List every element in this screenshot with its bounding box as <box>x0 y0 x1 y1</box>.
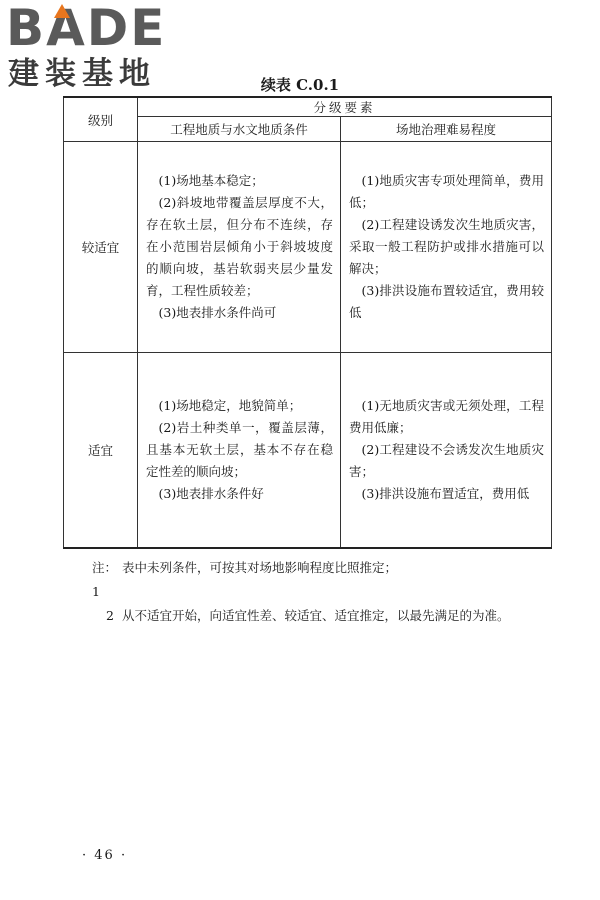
table-notes <box>92 556 552 628</box>
geology-item: (1)场地稳定，地貌简单； <box>158 398 302 413</box>
note-item <box>92 556 552 604</box>
geology-item: (3)地表排水条件尚可 <box>158 305 277 320</box>
note-prefix: 注：1 <box>92 560 118 599</box>
geology-item: (1)场地基本稳定； <box>158 173 264 188</box>
header-geology: 工程地质与水文地质条件 <box>138 117 341 142</box>
note-text: 表中未列条件，可按其对场地影响程度比照推定； <box>122 560 398 575</box>
logo-wordmark: BADE <box>6 0 167 57</box>
geology-item: (2)岩土种类单一，覆盖层薄，且基本无软土层，基本不存在稳定性差的顺向坡； <box>146 420 333 479</box>
logo-subtitle: 建装基地 <box>8 56 156 92</box>
table-title: 续表 C.0.1 <box>260 76 340 94</box>
treatment-item: (1)无地质灾害或无须处理，工程费用低廉； <box>349 398 545 435</box>
table-row <box>64 142 552 353</box>
level-cell: 适宜 <box>64 353 138 549</box>
note-prefix: 2 <box>106 608 114 623</box>
table-row <box>64 353 552 549</box>
treatment-item: (3)排洪设施布置较适宜，费用较低 <box>349 283 545 320</box>
header-treatment: 场地治理难易程度 <box>341 117 552 142</box>
geology-item: (2)斜坡地带覆盖层厚度不大，存在软土层，但分布不连续，存在小范围岩层倾角小于斜坡坡度的顺向坡，基岩软弱夹层少量发育，工程性质较差； <box>146 195 333 298</box>
treatment-cell <box>341 142 552 353</box>
header-group: 分级要素 <box>138 97 552 117</box>
geology-cell <box>138 142 341 353</box>
treatment-item: (3)排洪设施布置适宜，费用低 <box>361 486 530 501</box>
treatment-item: (2)工程建设诱发次生地质灾害，采取一般工程防护或排水措施可以解决； <box>349 217 545 276</box>
note-item <box>92 604 552 628</box>
suitability-table <box>63 96 552 549</box>
header-level: 级别 <box>64 97 138 142</box>
logo-accent-triangle <box>54 4 70 18</box>
treatment-cell <box>341 353 552 549</box>
treatment-item: (2)工程建设不会诱发次生地质灾害； <box>349 442 545 479</box>
treatment-item: (1)地质灾害专项处理简单，费用低； <box>349 173 545 210</box>
note-text: 从不适宜开始，向适宜性差、较适宜、适宜推定，以最先满足的为准。 <box>122 608 510 623</box>
geology-cell <box>138 353 341 549</box>
level-cell: 较适宜 <box>64 142 138 353</box>
page-number: · 46 · <box>82 848 128 863</box>
geology-item: (3)地表排水条件好 <box>158 486 264 501</box>
